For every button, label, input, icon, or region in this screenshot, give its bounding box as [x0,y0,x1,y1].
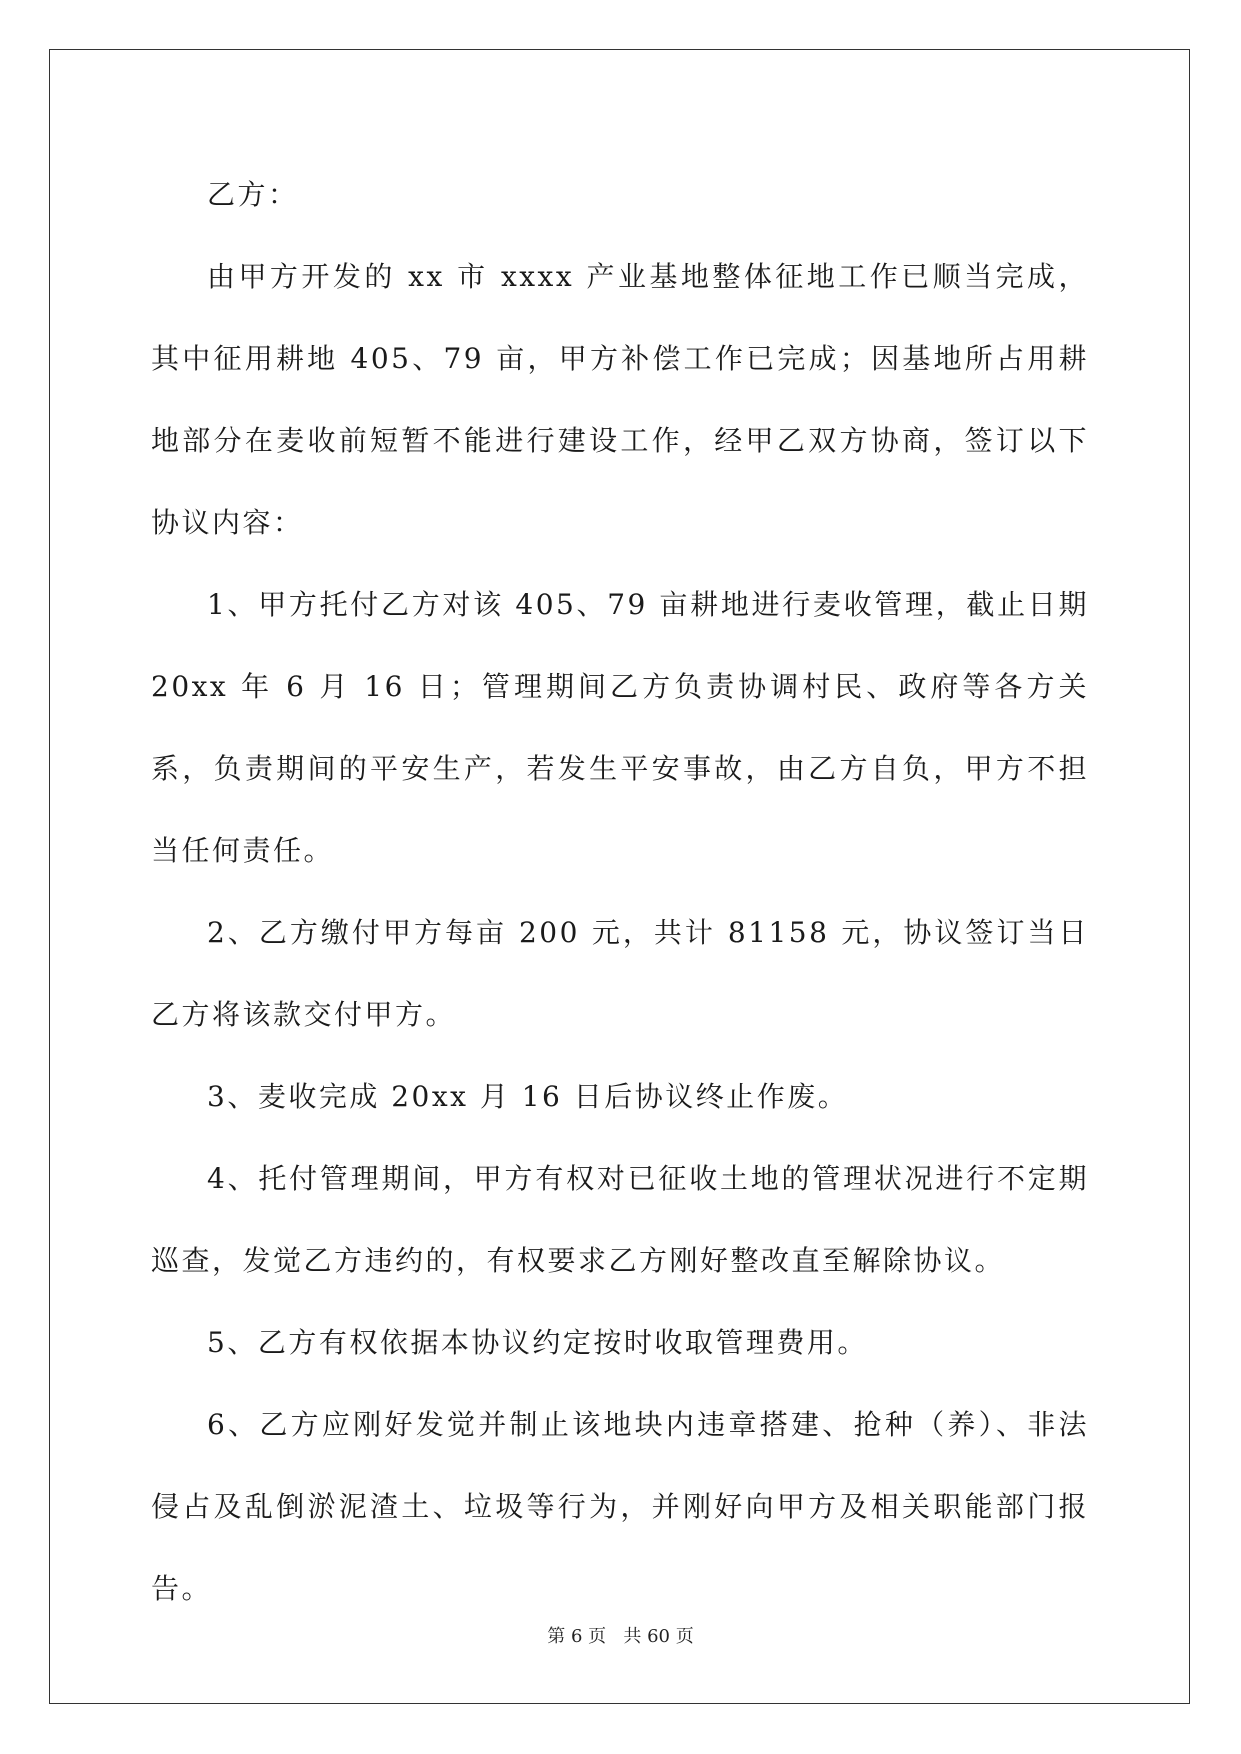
page-total: 共 60 页 [623,1626,694,1647]
paragraph-clause-1: 1、甲方托付乙方对该 405、79 亩耕地进行麦收管理，截止日期 20xx 年 6 月 16 日；管理期间乙方负责协调村民、政府等各方关系，负责期间的平安生产，若发生平安事故，由乙方自负，甲方不担当任何责任。 [151,588,1089,867]
paragraph-clause-3: 3、麦收完成 20xx 月 16 日后协议终止作废。 [207,1080,849,1113]
paragraph-party-b: 乙方： [207,178,299,211]
paragraph-clause-5: 5、乙方有权依据本协议约定按时收取管理费用。 [207,1326,868,1359]
paragraph-clause-4: 4、托付管理期间，甲方有权对已征收土地的管理状况进行不定期巡查，发觉乙方违约的，有权要求乙方刚好整改直至解除协议。 [151,1162,1089,1277]
document-body [151,154,1089,1630]
paragraph-intro: 由甲方开发的 xx 市 xxxx 产业基地整体征地工作已顺当完成，其中征用耕地 405、79 亩，甲方补偿工作已完成；因基地所占用耕地部分在麦收前短暂不能进行建设工作，经甲乙双方协商，签订以下协议内容： [151,260,1089,539]
page-footer [0,1622,1241,1648]
page-number: 第 6 页 [547,1626,607,1647]
paragraph-clause-6: 6、乙方应刚好发觉并制止该地块内违章搭建、抢种（养）、非法侵占及乱倒淤泥渣土、垃圾等行为，并刚好向甲方及相关职能部门报告。 [151,1408,1089,1605]
paragraph-clause-2: 2、乙方缴付甲方每亩 200 元，共计 81158 元，协议签订当日乙方将该款交付甲方。 [151,916,1089,1031]
